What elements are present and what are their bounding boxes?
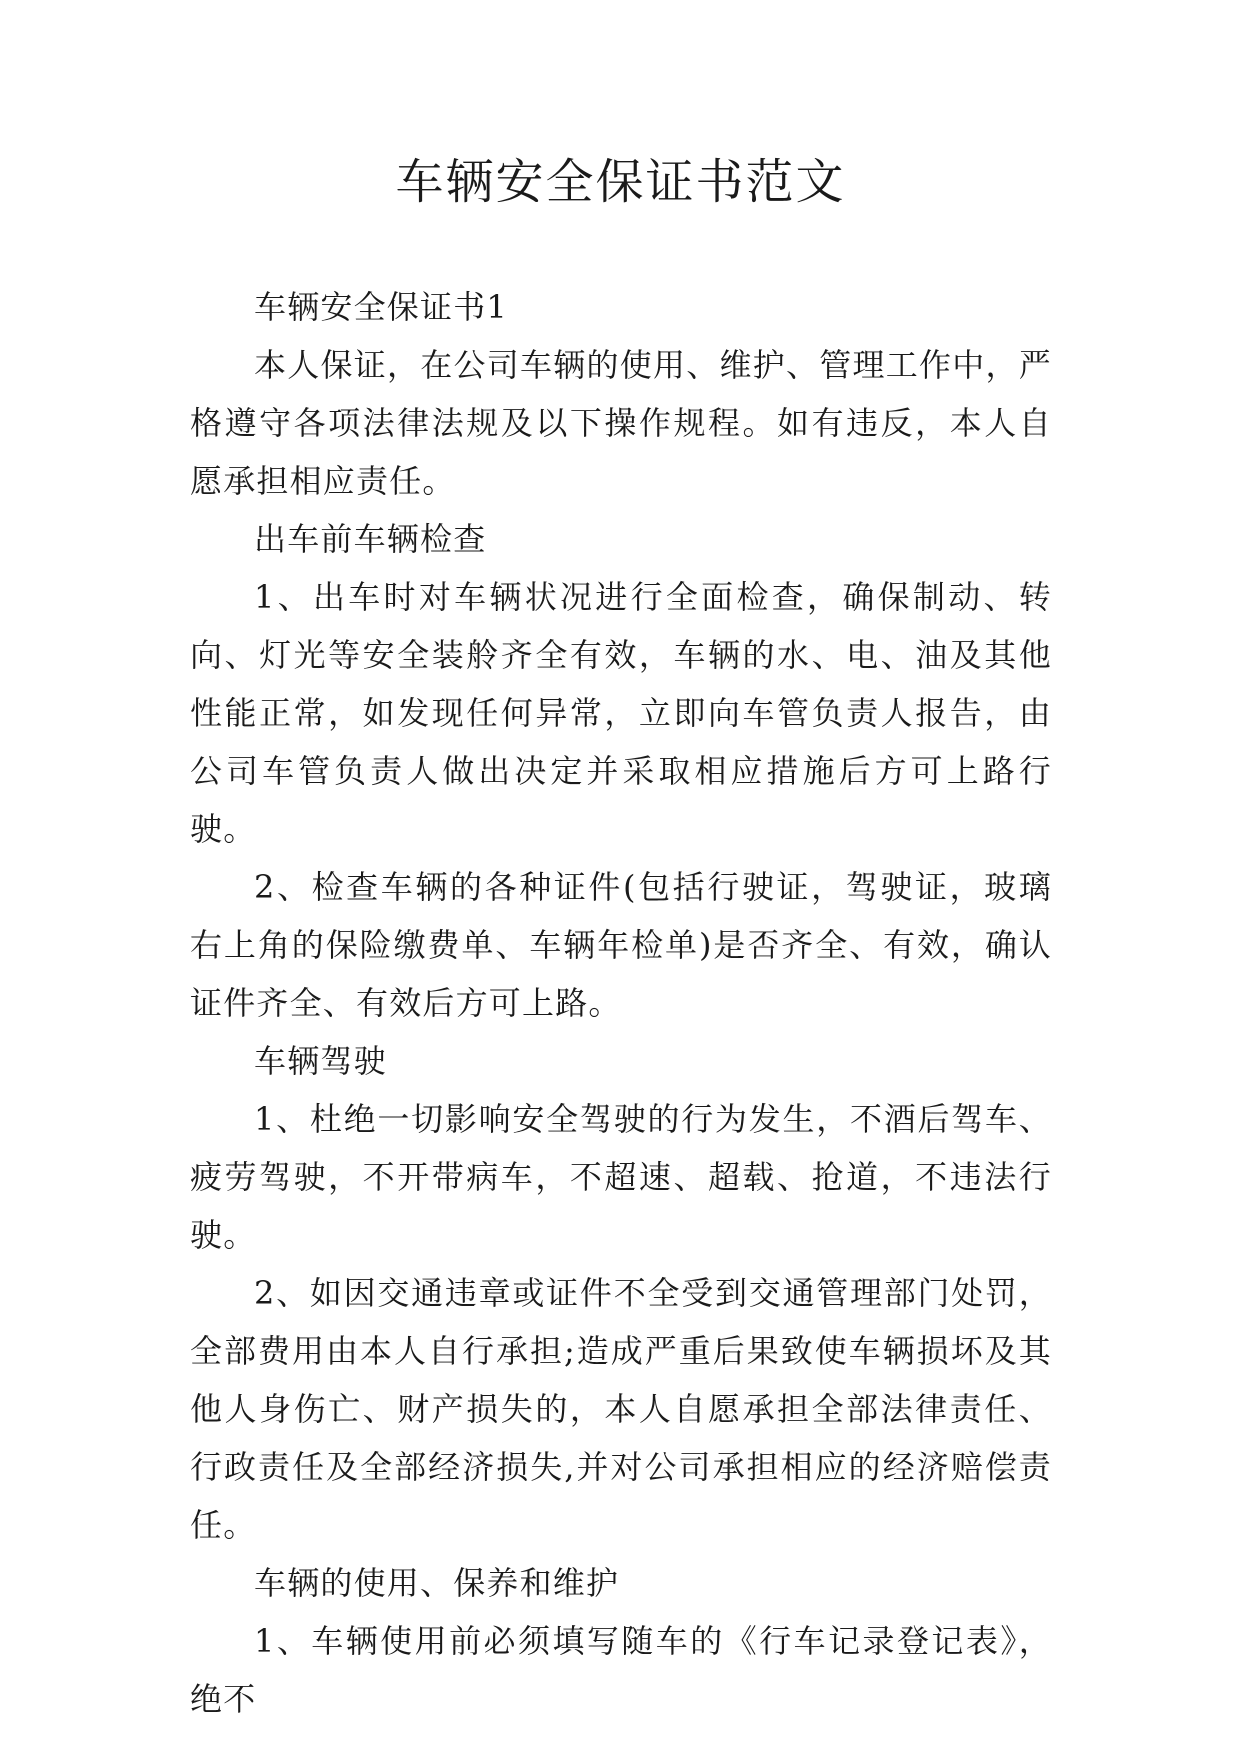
section-heading: 车辆安全保证书1 — [254, 288, 508, 326]
paragraph: 1、杜绝一切影响安全驾驶的行为发生，不酒后驾车、疲劳驾驶，不开带病车，不超速、超载、抢道，不违法行驶。 — [190, 1100, 1052, 1254]
section-heading: 出车前车辆检查 — [254, 520, 487, 558]
paragraph: 2、检查车辆的各种证件(包括行驶证，驾驶证，玻璃右上角的保险缴费单、车辆年检单)是否齐全、有效，确认证件齐全、有效后方可上路。 — [190, 868, 1052, 1022]
document-body — [190, 278, 1052, 1728]
paragraph: 1、车辆使用前必须填写随车的《行车记录登记表》，绝不 — [190, 1622, 1052, 1718]
paragraph: 2、如因交通违章或证件不全受到交通管理部门处罚，全部费用由本人自行承担;造成严重后果致使车辆损坏及其他人身伤亡、财产损失的，本人自愿承担全部法律责任、行政责任及全部经济损失,并对公司承担相应的经济赔偿责任。 — [190, 1274, 1052, 1544]
document-title: 车辆安全保证书范文 — [395, 154, 846, 210]
section-heading: 车辆的使用、保养和维护 — [254, 1564, 620, 1602]
section-heading: 车辆驾驶 — [254, 1042, 387, 1080]
paragraph: 1、出车时对车辆状况进行全面检查，确保制动、转向、灯光等安全装舲齐全有效，车辆的水、电、油及其他性能正常，如发现任何异常，立即向车管负责人报告，由公司车管负责人做出决定并采取相应措施后方可上路行驶。 — [190, 578, 1052, 848]
paragraph: 本人保证，在公司车辆的使用、维护、管理工作中，严格遵守各项法律法规及以下操作规程。如有违反，本人自愿承担相应责任。 — [190, 346, 1052, 500]
